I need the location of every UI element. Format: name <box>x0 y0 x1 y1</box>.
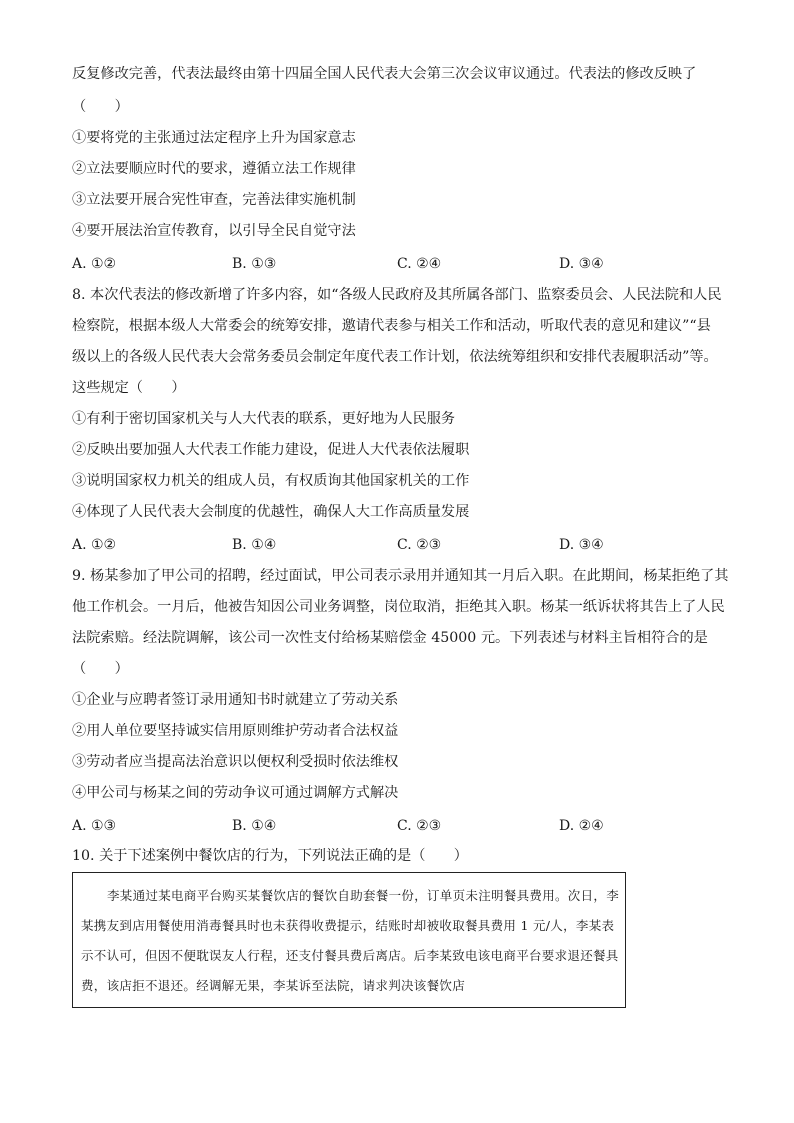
q8-item-3: ③说明国家权力机关的组成人员，有权质询其他国家机关的工作 <box>72 473 470 489</box>
q8-item-2: ②反映出要加强人大代表工作能力建设，促进人大代表依法履职 <box>72 442 470 458</box>
q9-option-c[interactable]: C. ②③ <box>397 818 442 834</box>
q7-option-a[interactable]: A. ①② <box>72 256 117 272</box>
q9-option-a[interactable]: A. ①③ <box>72 818 117 834</box>
q8-item-4: ④体现了人民代表大会制度的优越性，确保人大工作高质量发展 <box>72 504 470 520</box>
case-material-text: 李某通过某电商平台购买某餐饮店的餐饮自助套餐一份，订单页未注明餐具费用。次日，李某携友到店用餐使用消毒餐具时也未获得收费提示，结账时却被收取餐具费用 1 元/人，李某表示不认可，但因不便耽误友人行程，还支付餐具费后离店。后李某致电该电商平台要求退还餐具费，该店拒不退还。经调解无果，李某诉至法院，请求判决该餐饮店 <box>81 888 620 993</box>
q8-option-d[interactable]: D. ③④ <box>559 537 604 553</box>
q9-options <box>72 816 732 836</box>
q9-item-3: ③劳动者应当提高法治意识以便权利受损时依法维权 <box>72 754 399 770</box>
q7-option-b[interactable]: B. ①③ <box>232 256 277 272</box>
q9-stem-line-1: 9. 杨某参加了甲公司的招聘，经过面试，甲公司表示录用并通知其一月后入职。在此期间，杨某拒绝了其 <box>72 568 729 584</box>
q8-option-a[interactable]: A. ①② <box>72 537 117 553</box>
q7-stem: 反复修改完善，代表法最终由第十四届全国人民代表大会第三次会议审议通过。代表法的修改反映了 <box>72 66 697 82</box>
q7-item-4: ④要开展法治宣传教育，以引导全民自觉守法 <box>72 223 356 239</box>
q9-item-1: ①企业与应聘者签订录用通知书时就建立了劳动关系 <box>72 692 399 708</box>
q9-item-2: ②用人单位要坚持诚实信用原则维护劳动者合法权益 <box>72 723 399 739</box>
q8-stem-line-3: 级以上的各级人民代表大会常务委员会制定年度代表工作计划，依法统筹组织和安排代表履职活动”等。 <box>72 349 718 365</box>
q8-stem-line-2: 检察院，根据本级人大常委会的统筹安排，邀请代表参与相关工作和活动，听取代表的意见和建议”“县 <box>72 318 711 334</box>
q8-options <box>72 535 732 555</box>
q9-option-b[interactable]: B. ①④ <box>232 818 277 834</box>
q7-item-2: ②立法要顺应时代的要求，遵循立法工作规律 <box>72 161 356 177</box>
q10-stem: 10. 关于下述案例中餐饮店的行为，下列说法正确的是（ ） <box>72 848 468 864</box>
q8-option-c[interactable]: C. ②③ <box>397 537 442 553</box>
q7-item-1: ①要将党的主张通过法定程序上升为国家意志 <box>72 130 356 146</box>
q7-options <box>72 254 732 274</box>
q8-stem-line-1: 8. 本次代表法的修改新增了许多内容，如“各级人民政府及其所属各部门、监察委员会、人民法院和人民 <box>72 287 722 303</box>
q9-stem-line-4: （ ） <box>72 661 129 677</box>
q7-item-3: ③立法要开展合宪性审查，完善法律实施机制 <box>72 192 356 208</box>
q7-option-d[interactable]: D. ③④ <box>559 256 604 272</box>
q8-item-1: ①有利于密切国家机关与人大代表的联系，更好地为人民服务 <box>72 411 456 427</box>
q7-blank: （ ） <box>72 99 129 115</box>
case-material-box <box>72 872 626 1008</box>
q9-stem-line-2: 他工作机会。一月后，他被告知因公司业务调整，岗位取消，拒绝其入职。杨某一纸诉状将其告上了人民 <box>72 599 725 615</box>
q9-stem-line-3: 法院索赔。经法院调解，该公司一次性支付给杨某赔偿金 45000 元。下列表述与材料主旨相符合的是 <box>72 630 708 646</box>
q9-item-4: ④甲公司与杨某之间的劳动争议可通过调解方式解决 <box>72 785 399 801</box>
q9-option-d[interactable]: D. ②④ <box>559 818 604 834</box>
q8-option-b[interactable]: B. ①④ <box>232 537 277 553</box>
q8-stem-line-4: 这些规定（ ） <box>72 380 186 396</box>
q7-option-c[interactable]: C. ②④ <box>397 256 442 272</box>
